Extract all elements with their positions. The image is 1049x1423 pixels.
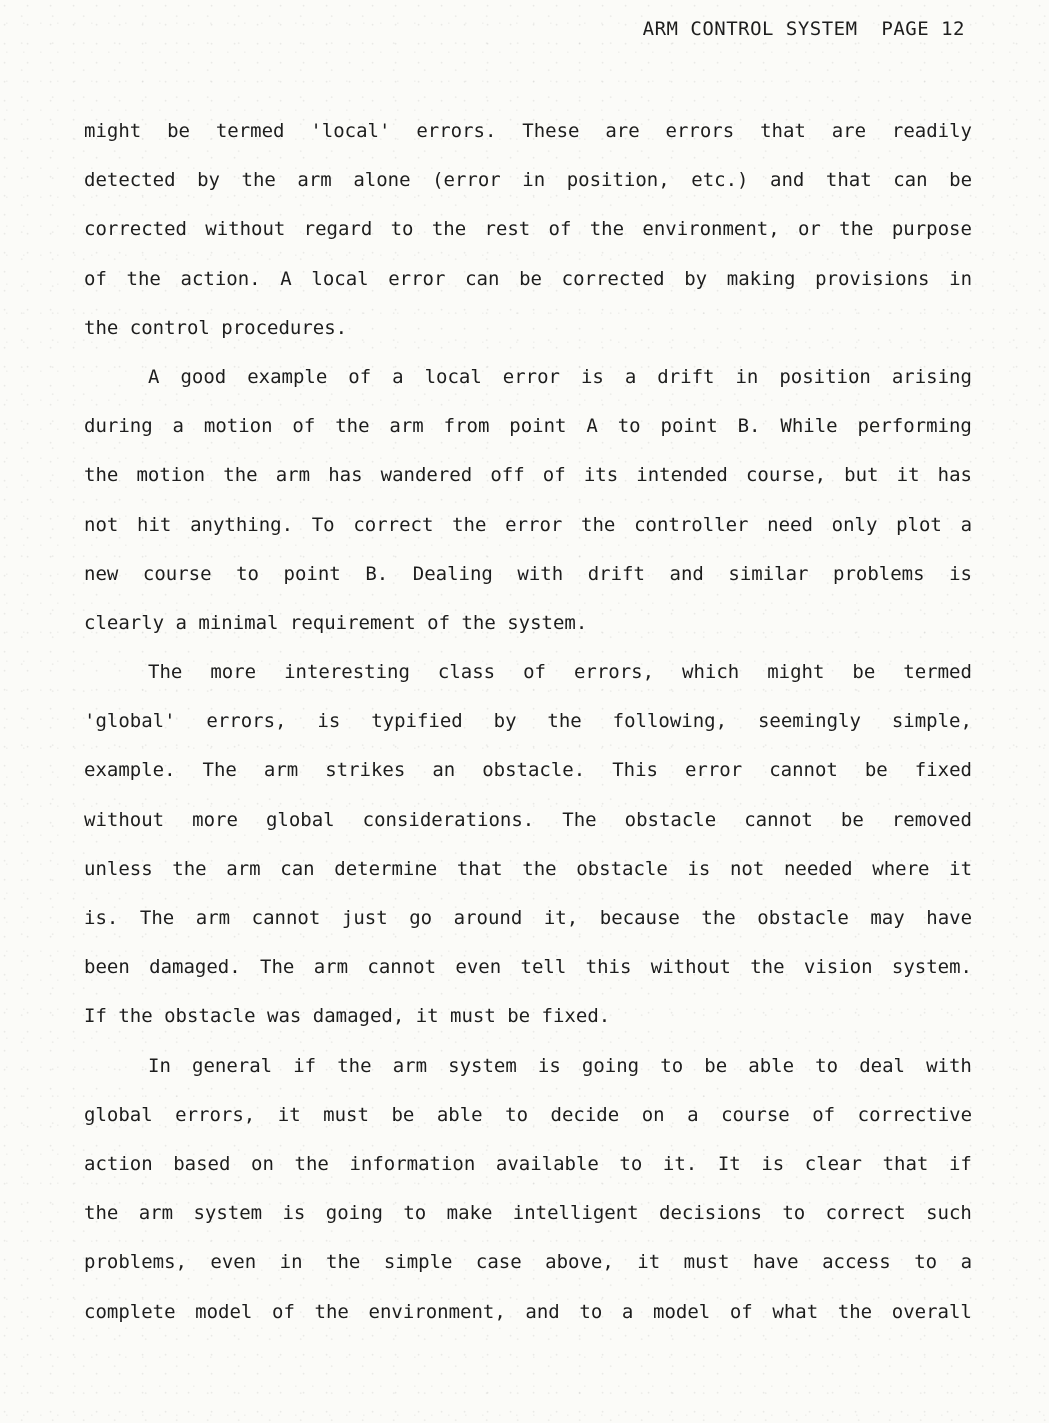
- text-line: the arm system is going to make intelligent decisions to correct such: [84, 1202, 972, 1225]
- text-line: action based on the information available to it. It is clear that if: [84, 1152, 972, 1175]
- text-line: The more interesting class of errors, which might be termed: [148, 661, 972, 684]
- text-line: the control procedures.: [84, 316, 348, 339]
- text-line: is. The arm cannot just go around it, because the obstacle may have: [84, 907, 973, 929]
- text-line: clearly a minimal requirement of the system.: [84, 611, 588, 634]
- text-line: without more global considerations. The obstacle cannot be removed: [84, 808, 972, 831]
- body-text: [84, 107, 972, 1337]
- text-line: In general if the arm system is going to be able to deal with: [148, 1054, 972, 1077]
- text-line: been damaged. The arm cannot even tell this without the vision system.: [84, 956, 972, 979]
- text-line: problems, even in the simple case above, it must have access to a: [84, 1251, 973, 1274]
- text-line: unless the arm can determine that the obstacle is not needed where it: [84, 857, 973, 880]
- text-line: global errors, it must be able to decide on a course of corrective: [84, 1103, 973, 1126]
- text-line: during a motion of the arm from point A to point B. While performing: [84, 415, 972, 438]
- text-line: example. The arm strikes an obstacle. This error cannot be fixed: [84, 759, 972, 782]
- text-line: 'global' errors, is typified by the following, seemingly simple,: [84, 710, 972, 733]
- text-line: might be termed 'local' errors. These are errors that are readily: [84, 120, 972, 142]
- text-line: If the obstacle was damaged, it must be fixed.: [84, 1005, 611, 1028]
- text-line: A good example of a local error is a drift in position arising: [148, 365, 972, 388]
- text-line: detected by the arm alone (error in position, etc.) and that can be: [84, 169, 973, 192]
- text-line: complete model of the environment, and to a model of what the overall: [84, 1300, 972, 1323]
- text-line: not hit anything. To correct the error the controller need only plot a: [84, 513, 973, 536]
- text-line: corrected without regard to the rest of the environment, or the purpose: [84, 218, 972, 241]
- text-line: new course to point B. Dealing with drift and similar problems is: [84, 562, 972, 585]
- running-header: ARM CONTROL SYSTEM PAGE 12: [642, 18, 965, 40]
- text-line: of the action. A local error can be corrected by making provisions in: [84, 267, 973, 290]
- text-line: the motion the arm has wandered off of its intended course, but it has: [84, 464, 972, 487]
